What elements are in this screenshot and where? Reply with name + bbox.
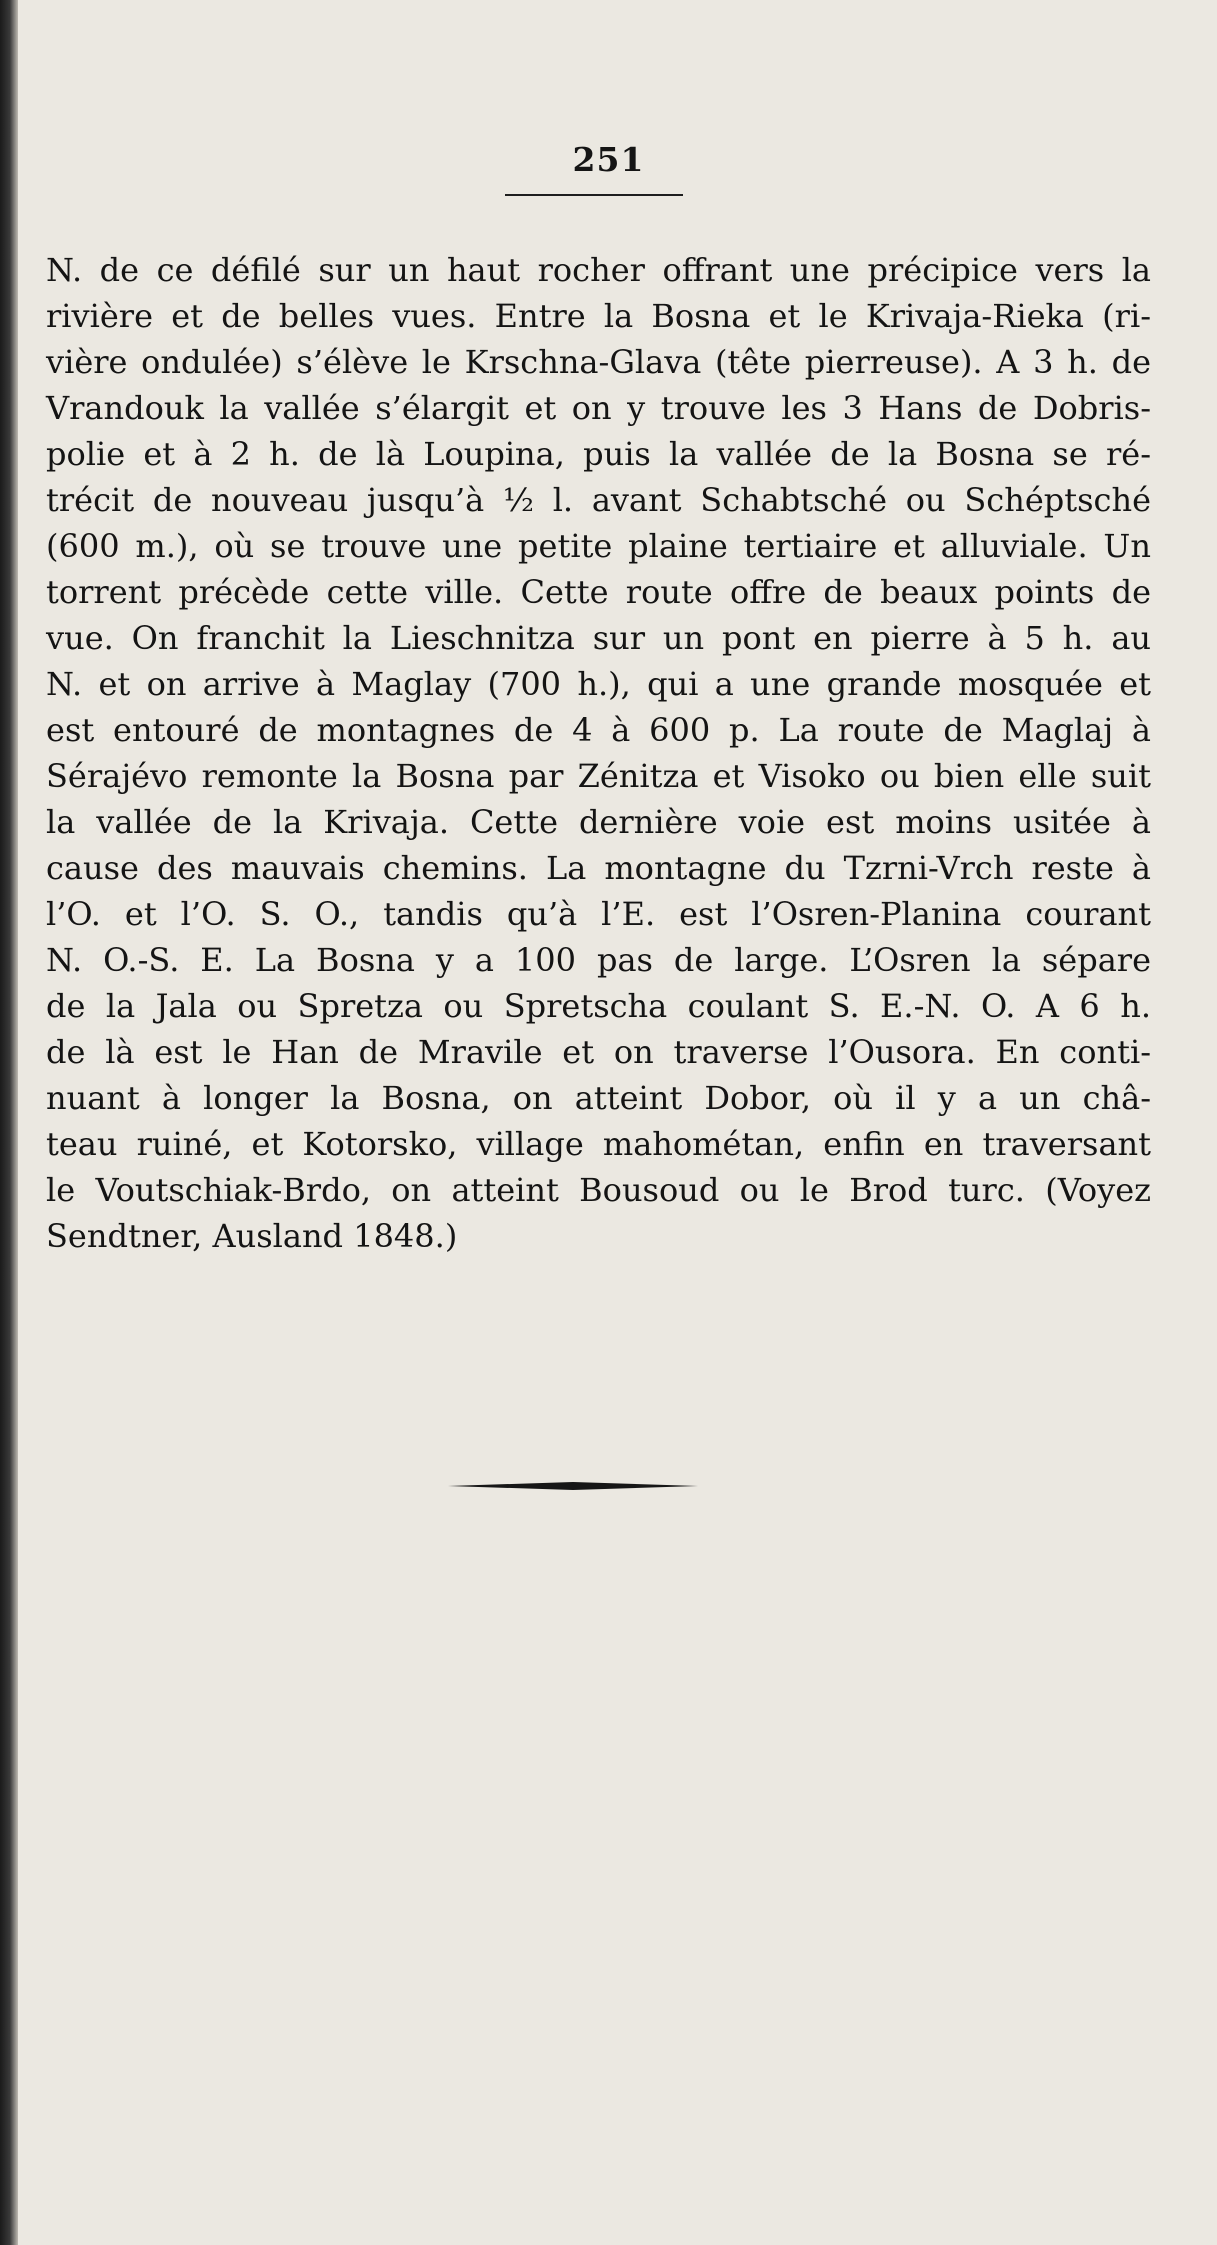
text-line: nuant à longer la Bosna, on atteint Dobor, où il y a un châ- — [46, 1079, 1151, 1117]
text-line: polie et à 2 h. de là Loupina, puis la vallée de la Bosna se ré- — [46, 435, 1151, 473]
scan-edge — [0, 0, 18, 2245]
text-line: est entouré de montagnes de 4 à 600 p. La route de Maglaj à — [46, 711, 1151, 749]
text-line: rivière et de belles vues. Entre la Bosna et le Krivaja-Rieka (ri- — [46, 297, 1151, 335]
text-line: la vallée de la Krivaja. Cette dernière voie est moins usitée à — [46, 803, 1151, 841]
end-ornament-rule — [448, 1480, 698, 1492]
text-line: vière ondulée) s’élève le Krschna-Glava (tête pierreuse). A 3 h. de — [46, 343, 1151, 381]
text-line: le Voutschiak-Brdo, on atteint Bousoud ou le Brod turc. (Voyez — [46, 1171, 1151, 1209]
text-line: cause des mauvais chemins. La montagne du Tzrni-Vrch reste à — [46, 849, 1151, 887]
text-line: Vrandouk la vallée s’élargit et on y trouve les 3 Hans de Dobris- — [46, 389, 1151, 427]
text-line: vue. On franchit la Lieschnitza sur un pont en pierre à 5 h. au — [46, 619, 1151, 657]
text-line: teau ruiné, et Kotorsko, village mahométan, enfin en traversant — [46, 1125, 1151, 1163]
text-line: Sérajévo remonte la Bosna par Zénitza et Visoko ou bien elle suit — [46, 757, 1151, 795]
text-line: l’O. et l’O. S. O., tandis qu’à l’E. est l’Osren-Planina courant — [46, 895, 1151, 933]
text-line: N. O.-S. E. La Bosna y a 100 pas de large. L’Osren la sépare — [46, 941, 1151, 979]
text-line: de là est le Han de Mravile et on traverse l’Ousora. En conti- — [46, 1033, 1151, 1071]
body-paragraph — [46, 247, 1151, 1259]
text-line: (600 m.), où se trouve une petite plaine tertiaire et alluviale. Un — [46, 527, 1151, 565]
text-line: N. et on arrive à Maglay (700 h.), qui a une grande mosquée et — [46, 665, 1151, 703]
text-line: Sendtner, Ausland 1848.) — [46, 1217, 458, 1255]
text-line: torrent précède cette ville. Cette route offre de beaux points de — [46, 573, 1151, 611]
text-line: N. de ce défilé sur un haut rocher offrant une précipice vers la — [46, 251, 1151, 289]
text-line: trécit de nouveau jusqu’à ½ l. avant Schabtsché ou Schéptsché — [46, 481, 1151, 519]
text-line: de la Jala ou Spretza ou Spretscha coulant S. E.-N. O. A 6 h. — [46, 987, 1151, 1025]
header-rule — [505, 194, 683, 196]
page-number: 251 — [572, 140, 645, 179]
